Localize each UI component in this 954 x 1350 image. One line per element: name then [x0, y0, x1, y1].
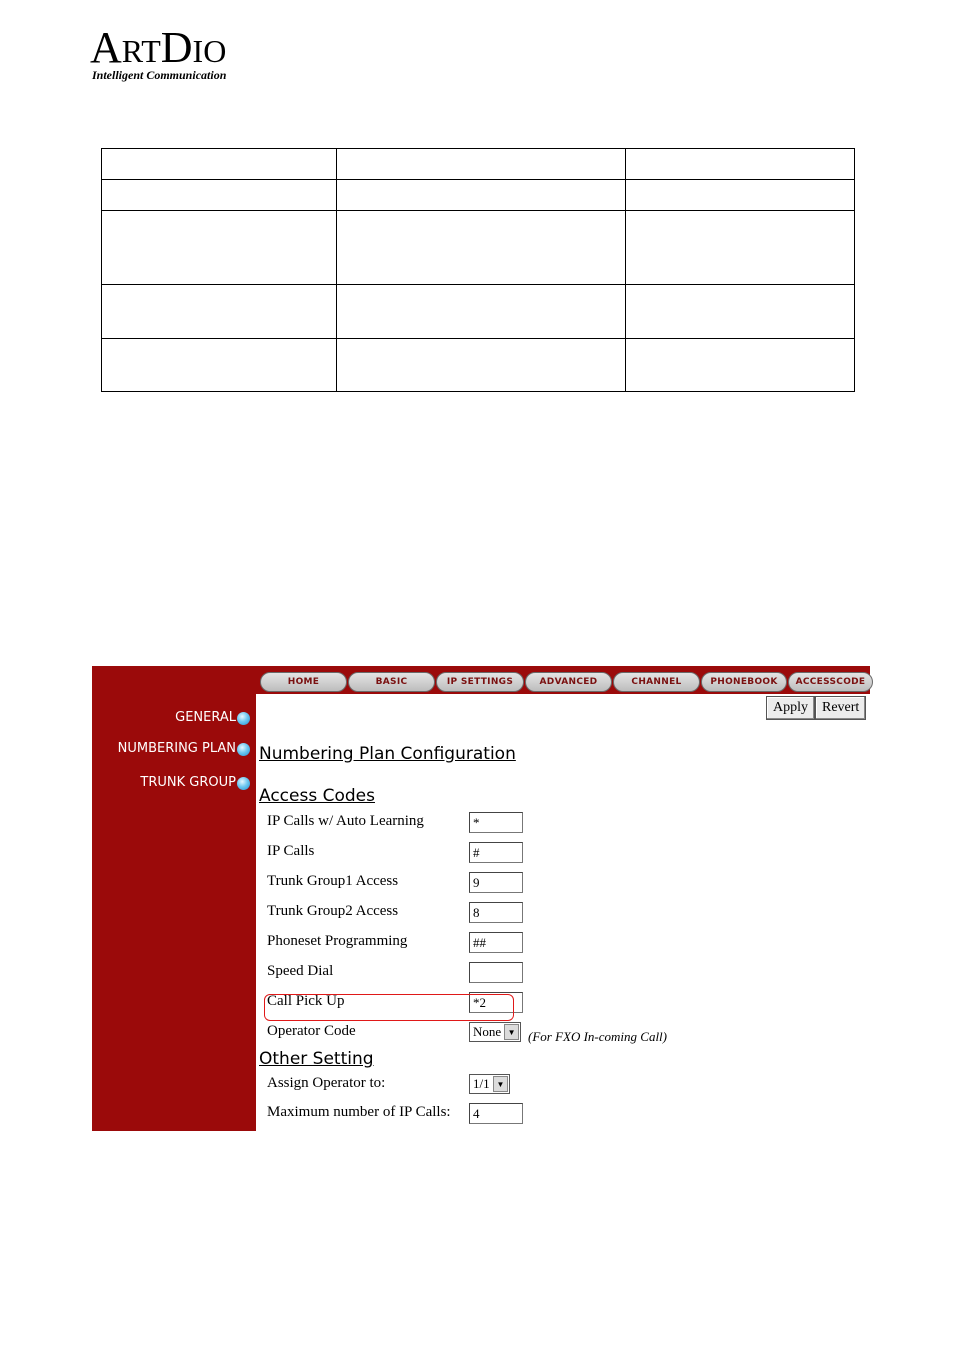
access-codes-heading: Access Codes: [259, 786, 375, 806]
operator-code-value: None: [473, 1024, 502, 1039]
logo-wordmark: ARTDIO: [90, 23, 227, 72]
sidebar-item-trunk-group[interactable]: [140, 775, 250, 790]
ip-calls-auto-learning-input[interactable]: *: [469, 812, 523, 833]
sidebar-item-general[interactable]: [175, 710, 250, 725]
bulb-icon: [237, 777, 250, 790]
numbering-plan-screenshot: [92, 666, 870, 1131]
call-pick-up-highlight: [264, 994, 514, 1021]
operator-code-select[interactable]: [469, 1022, 521, 1042]
chevron-down-icon[interactable]: ▼: [493, 1076, 508, 1092]
tab-advanced[interactable]: ADVANCED: [525, 672, 612, 692]
call-pick-up-label: Call Pick Up: [267, 993, 345, 1009]
trunk-group2-access-label: Trunk Group2 Access: [267, 903, 399, 919]
phoneset-programming-input[interactable]: ##: [469, 932, 523, 953]
assign-operator-value: 1/1: [473, 1076, 490, 1091]
tab-ip-settings[interactable]: IP SETTINGS: [436, 672, 524, 692]
logo-tagline: Intelligent Communication: [92, 68, 227, 82]
sidebar-item-numbering-plan[interactable]: [118, 741, 250, 756]
call-pick-up-input[interactable]: *2: [469, 992, 523, 1013]
sidebar-item-label: NUMBERING PLAN: [117, 741, 236, 756]
tab-channel[interactable]: CHANNEL: [613, 672, 700, 692]
sidebar: [92, 666, 256, 1131]
phoneset-programming-label: Phoneset Programming: [267, 933, 408, 949]
nav-tabs: [260, 672, 874, 692]
other-setting-heading: Other Setting: [259, 1049, 374, 1069]
table-row: [102, 211, 855, 285]
operator-code-label: Operator Code: [267, 1023, 356, 1039]
ip-calls-auto-learning-label: IP Calls w/ Auto Learning: [267, 813, 424, 829]
table-row: [102, 285, 855, 339]
table-row: [102, 149, 855, 180]
trunk-group1-access-label: Trunk Group1 Access: [267, 873, 399, 889]
table-row: [102, 180, 855, 211]
tab-phonebook[interactable]: PHONEBOOK: [701, 672, 787, 692]
empty-table: [101, 148, 855, 392]
trunk-group1-access-input[interactable]: 9: [469, 872, 523, 893]
table-row: [102, 339, 855, 392]
revert-button[interactable]: Revert: [815, 696, 866, 720]
sidebar-item-label: GENERAL: [175, 710, 236, 725]
tab-accesscode[interactable]: ACCESSCODE: [788, 672, 873, 692]
action-buttons: [766, 696, 866, 720]
assign-operator-label: Assign Operator to:: [267, 1075, 386, 1091]
sidebar-item-label: TRUNK GROUP: [140, 775, 236, 790]
max-ip-calls-input[interactable]: 4: [469, 1103, 523, 1124]
assign-operator-select[interactable]: [469, 1074, 510, 1094]
max-ip-calls-label: Maximum number of IP Calls:: [267, 1104, 451, 1120]
ip-calls-input[interactable]: #: [469, 842, 523, 863]
speed-dial-label: Speed Dial: [267, 963, 334, 979]
artdio-logo: [90, 23, 260, 86]
tab-home[interactable]: HOME: [260, 672, 347, 692]
speed-dial-input[interactable]: [469, 962, 523, 983]
chevron-down-icon[interactable]: ▼: [504, 1024, 519, 1040]
tab-basic[interactable]: BASIC: [348, 672, 435, 692]
trunk-group2-access-input[interactable]: 8: [469, 902, 523, 923]
bulb-icon: [237, 743, 250, 756]
operator-code-note: (For FXO In-coming Call): [528, 1029, 668, 1044]
apply-button[interactable]: Apply: [766, 696, 815, 720]
page-title: Numbering Plan Configuration: [259, 744, 516, 764]
bulb-icon: [237, 712, 250, 725]
ip-calls-label: IP Calls: [267, 843, 315, 859]
